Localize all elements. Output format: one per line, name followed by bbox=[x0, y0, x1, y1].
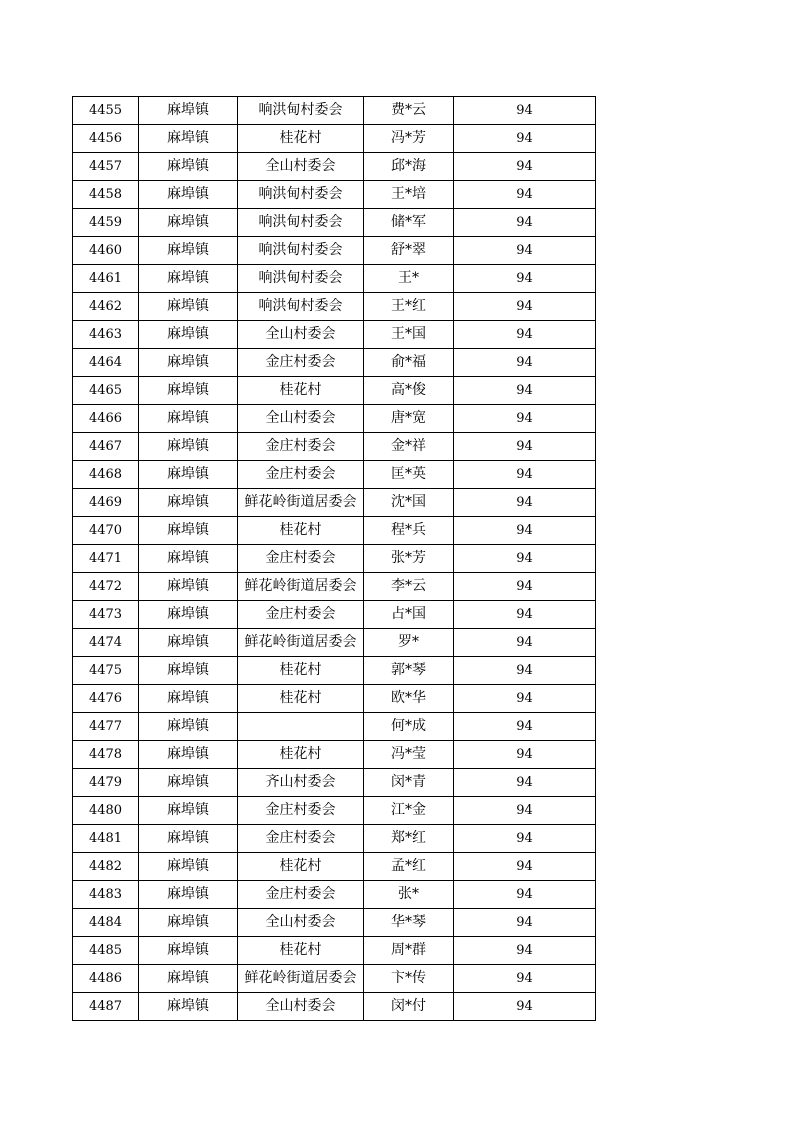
cell-score: 94 bbox=[454, 685, 596, 713]
cell-score: 94 bbox=[454, 657, 596, 685]
table-row bbox=[73, 209, 596, 237]
cell-person-name: 费*云 bbox=[364, 97, 454, 125]
cell-score: 94 bbox=[454, 853, 596, 881]
cell-serial-number: 4477 bbox=[73, 713, 139, 741]
cell-serial-number: 4482 bbox=[73, 853, 139, 881]
cell-person-name: 闵*付 bbox=[364, 993, 454, 1021]
cell-person-name: 邱*海 bbox=[364, 153, 454, 181]
cell-village: 响洪甸村委会 bbox=[238, 265, 364, 293]
cell-score: 94 bbox=[454, 517, 596, 545]
cell-score: 94 bbox=[454, 125, 596, 153]
cell-village: 金庄村委会 bbox=[238, 825, 364, 853]
cell-village: 齐山村委会 bbox=[238, 769, 364, 797]
cell-town: 麻埠镇 bbox=[139, 853, 238, 881]
cell-village: 桂花村 bbox=[238, 657, 364, 685]
table-row bbox=[73, 517, 596, 545]
cell-score: 94 bbox=[454, 209, 596, 237]
table-row bbox=[73, 125, 596, 153]
cell-town: 麻埠镇 bbox=[139, 153, 238, 181]
table-row bbox=[73, 685, 596, 713]
cell-score: 94 bbox=[454, 573, 596, 601]
cell-town: 麻埠镇 bbox=[139, 909, 238, 937]
cell-serial-number: 4473 bbox=[73, 601, 139, 629]
cell-serial-number: 4484 bbox=[73, 909, 139, 937]
cell-village: 金庄村委会 bbox=[238, 433, 364, 461]
cell-village: 桂花村 bbox=[238, 685, 364, 713]
cell-town: 麻埠镇 bbox=[139, 713, 238, 741]
cell-serial-number: 4469 bbox=[73, 489, 139, 517]
cell-town: 麻埠镇 bbox=[139, 965, 238, 993]
cell-village: 金庄村委会 bbox=[238, 545, 364, 573]
records-table bbox=[72, 96, 596, 1021]
cell-village: 鲜花岭街道居委会 bbox=[238, 573, 364, 601]
cell-score: 94 bbox=[454, 489, 596, 517]
cell-person-name: 何*成 bbox=[364, 713, 454, 741]
records-table-body bbox=[73, 97, 596, 1021]
cell-town: 麻埠镇 bbox=[139, 489, 238, 517]
cell-village: 金庄村委会 bbox=[238, 461, 364, 489]
cell-serial-number: 4463 bbox=[73, 321, 139, 349]
cell-town: 麻埠镇 bbox=[139, 377, 238, 405]
table-row bbox=[73, 881, 596, 909]
table-row bbox=[73, 545, 596, 573]
cell-village: 全山村委会 bbox=[238, 321, 364, 349]
cell-village: 桂花村 bbox=[238, 853, 364, 881]
cell-score: 94 bbox=[454, 97, 596, 125]
table-row bbox=[73, 993, 596, 1021]
cell-village: 桂花村 bbox=[238, 377, 364, 405]
table-row bbox=[73, 405, 596, 433]
cell-score: 94 bbox=[454, 321, 596, 349]
cell-serial-number: 4468 bbox=[73, 461, 139, 489]
cell-person-name: 冯*芳 bbox=[364, 125, 454, 153]
cell-village: 金庄村委会 bbox=[238, 797, 364, 825]
cell-score: 94 bbox=[454, 965, 596, 993]
cell-person-name: 俞*福 bbox=[364, 349, 454, 377]
cell-village: 金庄村委会 bbox=[238, 881, 364, 909]
cell-person-name: 周*群 bbox=[364, 937, 454, 965]
cell-serial-number: 4485 bbox=[73, 937, 139, 965]
cell-serial-number: 4470 bbox=[73, 517, 139, 545]
cell-score: 94 bbox=[454, 545, 596, 573]
cell-person-name: 张*芳 bbox=[364, 545, 454, 573]
cell-village: 桂花村 bbox=[238, 937, 364, 965]
table-row bbox=[73, 461, 596, 489]
cell-town: 麻埠镇 bbox=[139, 321, 238, 349]
table-row bbox=[73, 797, 596, 825]
cell-serial-number: 4461 bbox=[73, 265, 139, 293]
cell-serial-number: 4475 bbox=[73, 657, 139, 685]
cell-person-name: 郑*红 bbox=[364, 825, 454, 853]
table-row bbox=[73, 769, 596, 797]
cell-person-name: 江*金 bbox=[364, 797, 454, 825]
cell-score: 94 bbox=[454, 405, 596, 433]
cell-town: 麻埠镇 bbox=[139, 125, 238, 153]
cell-village: 全山村委会 bbox=[238, 909, 364, 937]
cell-person-name: 程*兵 bbox=[364, 517, 454, 545]
cell-serial-number: 4483 bbox=[73, 881, 139, 909]
cell-score: 94 bbox=[454, 293, 596, 321]
table-row bbox=[73, 713, 596, 741]
cell-serial-number: 4467 bbox=[73, 433, 139, 461]
cell-serial-number: 4481 bbox=[73, 825, 139, 853]
cell-person-name: 储*军 bbox=[364, 209, 454, 237]
table-row bbox=[73, 293, 596, 321]
cell-village: 金庄村委会 bbox=[238, 601, 364, 629]
table-row bbox=[73, 153, 596, 181]
cell-village: 响洪甸村委会 bbox=[238, 293, 364, 321]
cell-person-name: 孟*红 bbox=[364, 853, 454, 881]
cell-village bbox=[238, 713, 364, 741]
cell-village: 鲜花岭街道居委会 bbox=[238, 965, 364, 993]
cell-serial-number: 4474 bbox=[73, 629, 139, 657]
cell-score: 94 bbox=[454, 993, 596, 1021]
cell-town: 麻埠镇 bbox=[139, 769, 238, 797]
cell-village: 金庄村委会 bbox=[238, 349, 364, 377]
cell-town: 麻埠镇 bbox=[139, 433, 238, 461]
cell-person-name: 王*国 bbox=[364, 321, 454, 349]
cell-village: 响洪甸村委会 bbox=[238, 97, 364, 125]
table-row bbox=[73, 321, 596, 349]
table-row bbox=[73, 433, 596, 461]
cell-score: 94 bbox=[454, 741, 596, 769]
cell-serial-number: 4460 bbox=[73, 237, 139, 265]
cell-serial-number: 4480 bbox=[73, 797, 139, 825]
cell-town: 麻埠镇 bbox=[139, 937, 238, 965]
cell-serial-number: 4476 bbox=[73, 685, 139, 713]
table-row bbox=[73, 937, 596, 965]
cell-person-name: 华*琴 bbox=[364, 909, 454, 937]
table-row bbox=[73, 825, 596, 853]
cell-village: 全山村委会 bbox=[238, 405, 364, 433]
table-row bbox=[73, 629, 596, 657]
cell-town: 麻埠镇 bbox=[139, 601, 238, 629]
cell-score: 94 bbox=[454, 181, 596, 209]
cell-person-name: 唐*宽 bbox=[364, 405, 454, 433]
cell-person-name: 郭*琴 bbox=[364, 657, 454, 685]
cell-person-name: 占*国 bbox=[364, 601, 454, 629]
table-row bbox=[73, 265, 596, 293]
cell-village: 响洪甸村委会 bbox=[238, 209, 364, 237]
cell-score: 94 bbox=[454, 237, 596, 265]
cell-town: 麻埠镇 bbox=[139, 825, 238, 853]
cell-town: 麻埠镇 bbox=[139, 237, 238, 265]
table-row bbox=[73, 349, 596, 377]
cell-town: 麻埠镇 bbox=[139, 881, 238, 909]
cell-serial-number: 4486 bbox=[73, 965, 139, 993]
cell-town: 麻埠镇 bbox=[139, 797, 238, 825]
cell-town: 麻埠镇 bbox=[139, 97, 238, 125]
cell-village: 桂花村 bbox=[238, 517, 364, 545]
cell-village: 全山村委会 bbox=[238, 153, 364, 181]
cell-village: 全山村委会 bbox=[238, 993, 364, 1021]
cell-score: 94 bbox=[454, 629, 596, 657]
cell-town: 麻埠镇 bbox=[139, 657, 238, 685]
cell-person-name: 李*云 bbox=[364, 573, 454, 601]
table-row bbox=[73, 489, 596, 517]
cell-town: 麻埠镇 bbox=[139, 629, 238, 657]
table-row bbox=[73, 657, 596, 685]
cell-serial-number: 4472 bbox=[73, 573, 139, 601]
table-row bbox=[73, 573, 596, 601]
cell-score: 94 bbox=[454, 881, 596, 909]
cell-village: 响洪甸村委会 bbox=[238, 181, 364, 209]
table-row bbox=[73, 909, 596, 937]
cell-town: 麻埠镇 bbox=[139, 461, 238, 489]
cell-serial-number: 4458 bbox=[73, 181, 139, 209]
cell-score: 94 bbox=[454, 461, 596, 489]
cell-score: 94 bbox=[454, 713, 596, 741]
table-row bbox=[73, 741, 596, 769]
cell-person-name: 王* bbox=[364, 265, 454, 293]
cell-person-name: 王*培 bbox=[364, 181, 454, 209]
cell-score: 94 bbox=[454, 433, 596, 461]
cell-score: 94 bbox=[454, 265, 596, 293]
cell-person-name: 王*红 bbox=[364, 293, 454, 321]
cell-score: 94 bbox=[454, 377, 596, 405]
cell-person-name: 张* bbox=[364, 881, 454, 909]
cell-town: 麻埠镇 bbox=[139, 265, 238, 293]
cell-serial-number: 4466 bbox=[73, 405, 139, 433]
cell-person-name: 欧*华 bbox=[364, 685, 454, 713]
cell-town: 麻埠镇 bbox=[139, 209, 238, 237]
cell-town: 麻埠镇 bbox=[139, 181, 238, 209]
cell-village: 桂花村 bbox=[238, 125, 364, 153]
cell-serial-number: 4457 bbox=[73, 153, 139, 181]
cell-person-name: 罗* bbox=[364, 629, 454, 657]
cell-score: 94 bbox=[454, 601, 596, 629]
cell-serial-number: 4462 bbox=[73, 293, 139, 321]
cell-person-name: 高*俊 bbox=[364, 377, 454, 405]
table-row bbox=[73, 853, 596, 881]
cell-town: 麻埠镇 bbox=[139, 741, 238, 769]
cell-score: 94 bbox=[454, 349, 596, 377]
cell-town: 麻埠镇 bbox=[139, 405, 238, 433]
cell-person-name: 冯*莹 bbox=[364, 741, 454, 769]
cell-serial-number: 4478 bbox=[73, 741, 139, 769]
table-row bbox=[73, 237, 596, 265]
cell-town: 麻埠镇 bbox=[139, 573, 238, 601]
cell-person-name: 闵*青 bbox=[364, 769, 454, 797]
cell-town: 麻埠镇 bbox=[139, 685, 238, 713]
cell-town: 麻埠镇 bbox=[139, 993, 238, 1021]
cell-score: 94 bbox=[454, 825, 596, 853]
cell-town: 麻埠镇 bbox=[139, 293, 238, 321]
table-row bbox=[73, 181, 596, 209]
table-row bbox=[73, 377, 596, 405]
cell-village: 响洪甸村委会 bbox=[238, 237, 364, 265]
table-row bbox=[73, 601, 596, 629]
cell-score: 94 bbox=[454, 797, 596, 825]
cell-serial-number: 4465 bbox=[73, 377, 139, 405]
cell-serial-number: 4479 bbox=[73, 769, 139, 797]
cell-village: 鲜花岭街道居委会 bbox=[238, 629, 364, 657]
table-row bbox=[73, 965, 596, 993]
table-row bbox=[73, 97, 596, 125]
cell-serial-number: 4456 bbox=[73, 125, 139, 153]
cell-serial-number: 4487 bbox=[73, 993, 139, 1021]
cell-score: 94 bbox=[454, 937, 596, 965]
cell-serial-number: 4455 bbox=[73, 97, 139, 125]
cell-serial-number: 4459 bbox=[73, 209, 139, 237]
cell-person-name: 沈*国 bbox=[364, 489, 454, 517]
cell-town: 麻埠镇 bbox=[139, 349, 238, 377]
cell-serial-number: 4471 bbox=[73, 545, 139, 573]
cell-town: 麻埠镇 bbox=[139, 545, 238, 573]
cell-person-name: 舒*翠 bbox=[364, 237, 454, 265]
cell-score: 94 bbox=[454, 153, 596, 181]
cell-town: 麻埠镇 bbox=[139, 517, 238, 545]
cell-score: 94 bbox=[454, 769, 596, 797]
cell-score: 94 bbox=[454, 909, 596, 937]
cell-person-name: 匡*英 bbox=[364, 461, 454, 489]
cell-village: 鲜花岭街道居委会 bbox=[238, 489, 364, 517]
cell-person-name: 金*祥 bbox=[364, 433, 454, 461]
cell-serial-number: 4464 bbox=[73, 349, 139, 377]
cell-person-name: 卞*传 bbox=[364, 965, 454, 993]
cell-village: 桂花村 bbox=[238, 741, 364, 769]
